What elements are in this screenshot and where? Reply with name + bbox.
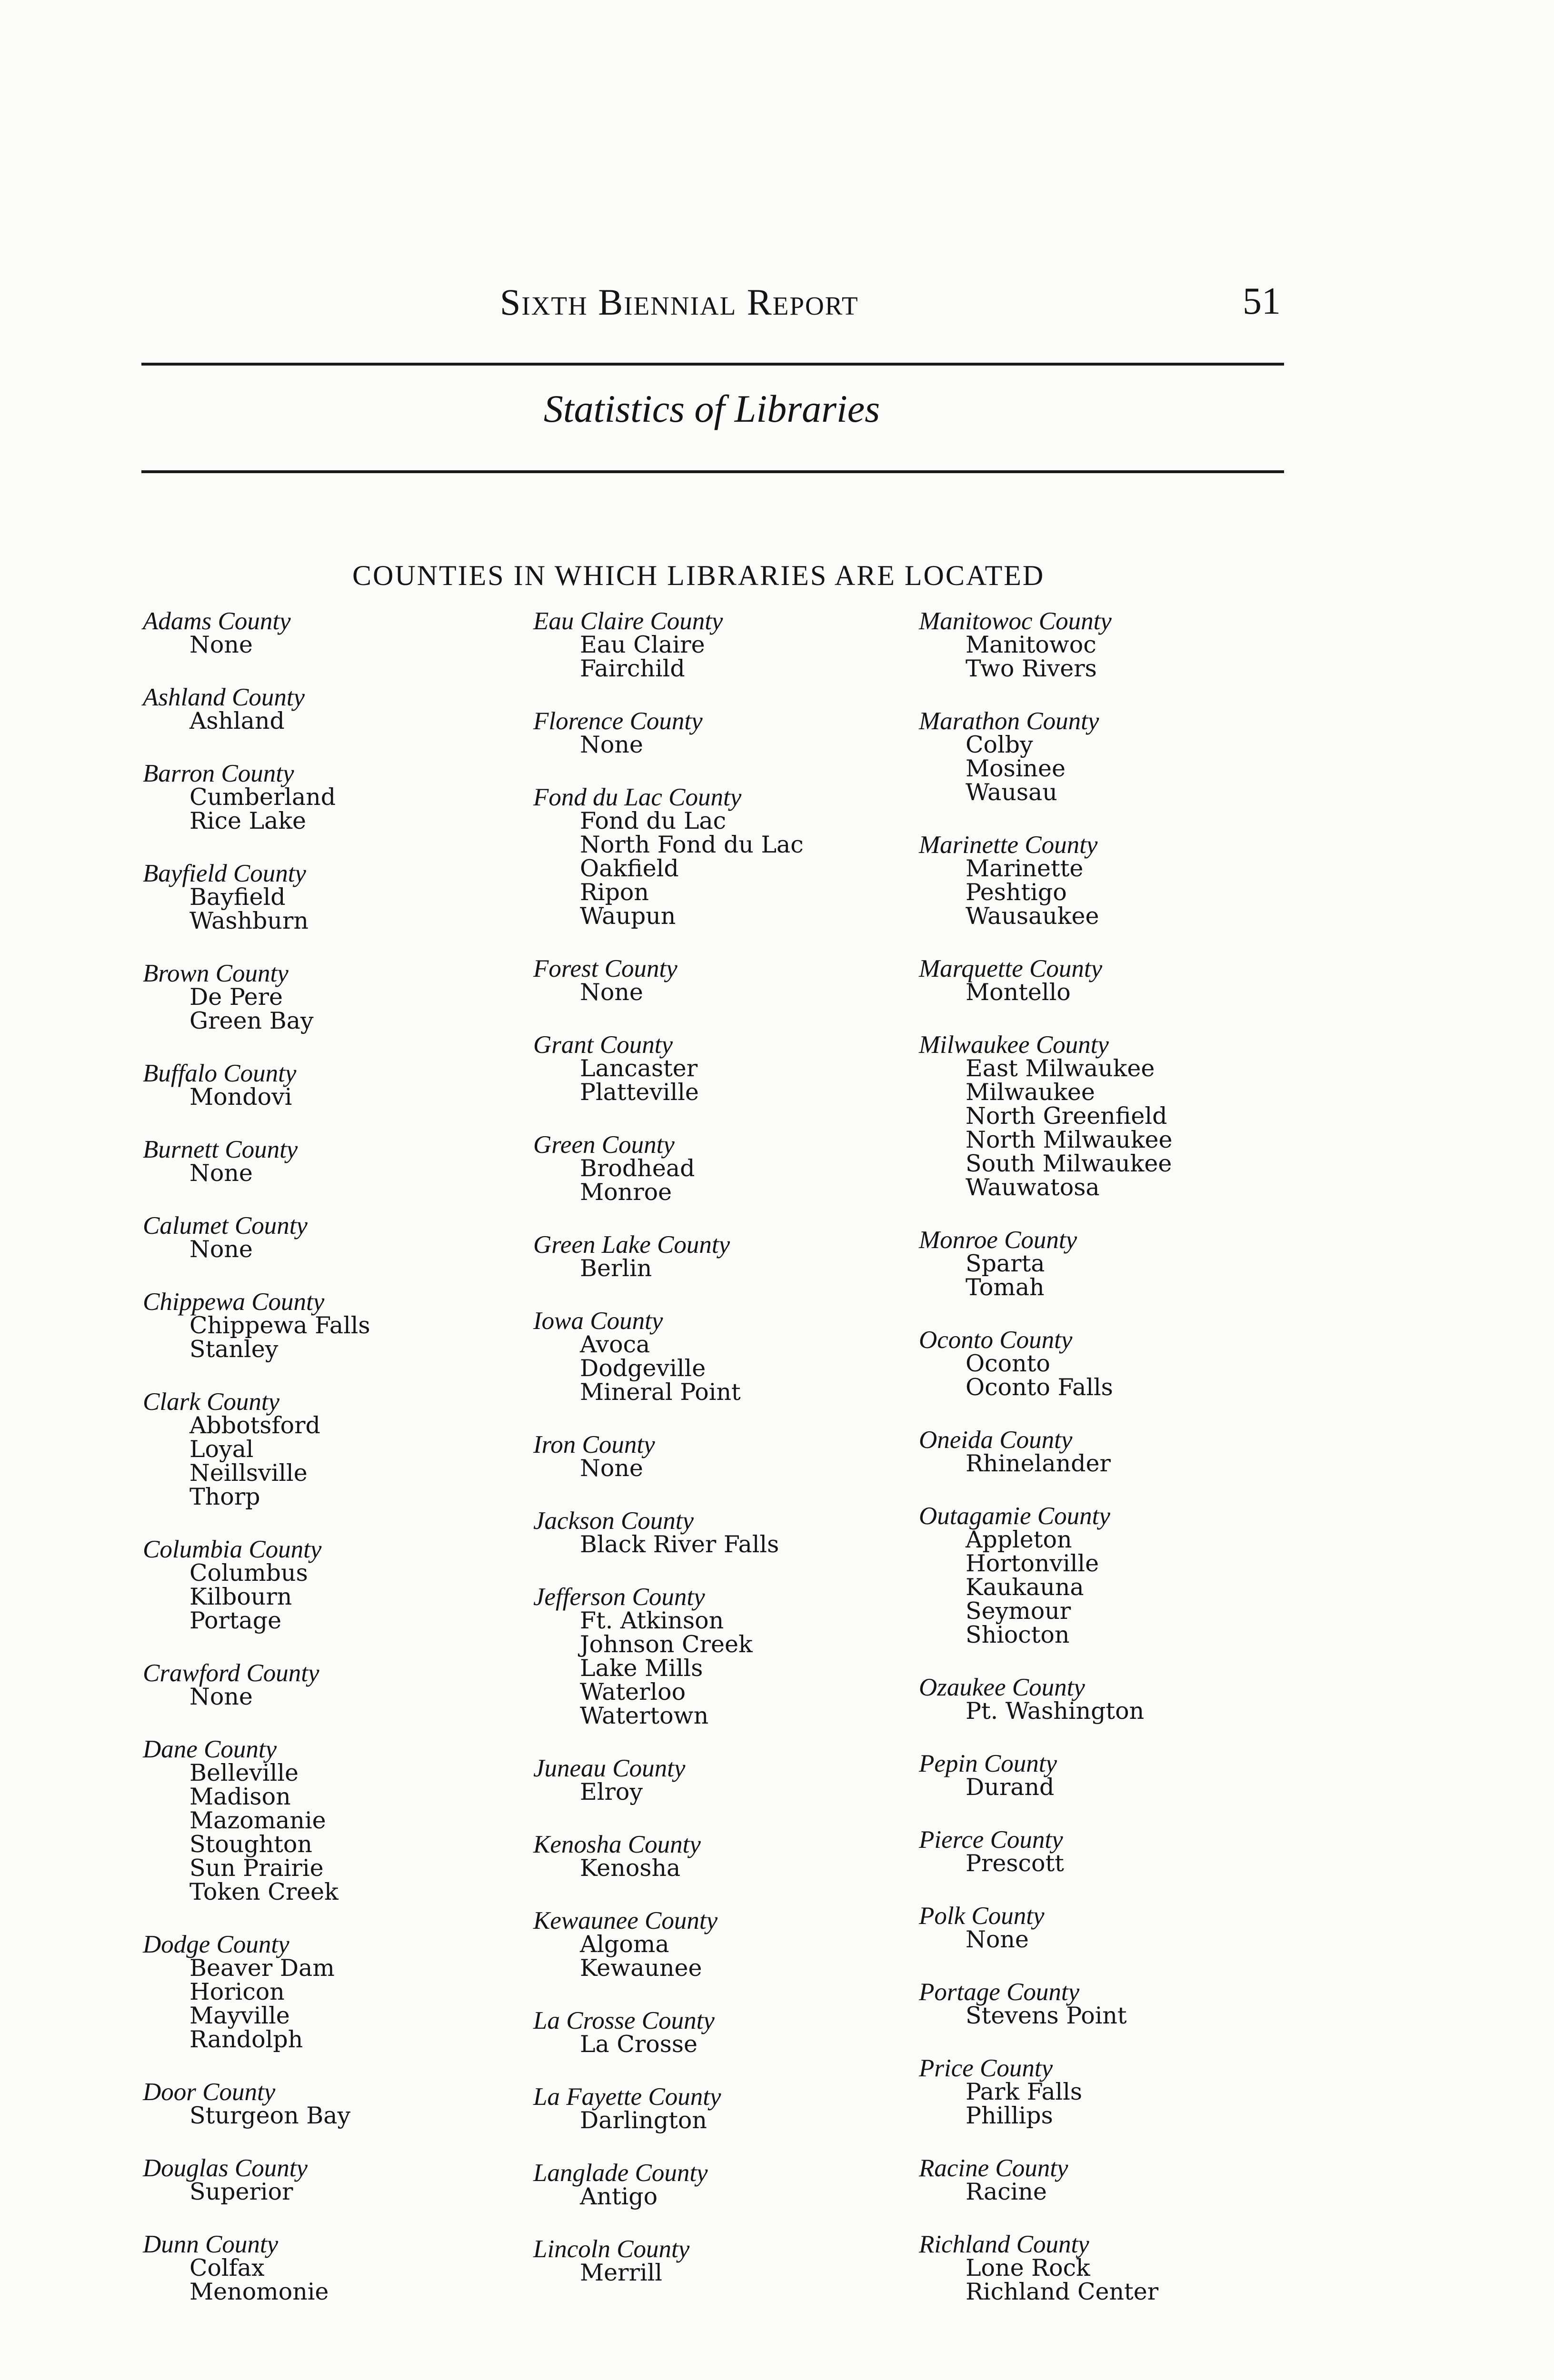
library-town: Chippewa Falls [189,1312,370,1339]
county-name: Green Lake County [533,1231,730,1259]
library-town: Token Creek [189,1878,339,1905]
library-town: None [189,1160,253,1187]
library-town-list [143,1761,571,1904]
county-entry [919,2156,1347,2204]
library-town: Racine [966,2178,1047,2205]
county-name: Oconto County [919,1326,1073,1354]
county-name: Marquette County [919,955,1103,982]
library-town: Durand [966,1774,1055,1801]
library-town: None [580,731,643,758]
library-town: Park Falls [966,2078,1083,2105]
library-town-list [919,2080,1347,2128]
county-entry [919,2232,1347,2304]
library-town: Peshtigo [966,879,1067,906]
county-entry [919,609,1347,681]
library-town: Black River Falls [580,1531,779,1558]
library-town: Columbus [189,1559,308,1587]
county-name: Juneau County [533,1755,686,1782]
county-entry [919,1328,1347,1399]
library-town-list [533,1856,962,1880]
library-town: Randolph [189,2026,303,2053]
library-town: Menomonie [189,2278,329,2305]
county-entry [533,2161,962,2209]
county-name: Kewaunee County [533,1907,718,1934]
library-town: Beaver Dam [189,1954,335,1982]
county-entry [143,685,571,733]
county-entry [533,1585,962,1728]
county-name: Bayfield County [143,860,306,887]
library-town: Thorp [189,1483,260,1510]
library-town: Elroy [580,1778,643,1805]
library-town: Stevens Point [966,2002,1127,2029]
library-town-list [143,885,571,933]
library-town: Waterloo [580,1678,686,1706]
county-name: Clark County [143,1388,280,1416]
library-town: Mosinee [966,755,1066,782]
county-name: Oneida County [919,1426,1073,1454]
library-town-list [919,1699,1347,1723]
section-title: Statistics of Libraries [543,387,880,430]
library-town: Kewaunee [580,1954,702,1982]
library-town: Avoca [580,1331,650,1358]
county-entry [919,1228,1347,1299]
library-town: Mazomanie [189,1807,326,1834]
library-town-list [143,2180,571,2204]
library-town: Waupun [580,902,676,930]
library-town-list [143,709,571,733]
library-town: Sparta [966,1250,1045,1277]
library-town-list [919,1452,1347,1476]
county-name: Marathon County [919,707,1099,735]
library-town-list [919,1528,1347,1647]
county-name: La Crosse County [533,2007,715,2034]
library-town-list [143,1085,571,1109]
library-town: Shiocton [966,1621,1070,1648]
county-entry [919,1980,1347,2028]
library-town: Rhinelander [966,1450,1111,1477]
county-name: Chippewa County [143,1288,325,1316]
county-name: Iowa County [533,1307,663,1335]
county-entry [143,862,571,933]
county-name: Barron County [143,760,294,787]
county-entry [143,2080,571,2128]
library-town: Sun Prairie [189,1854,324,1882]
library-town: Ft. Atkinson [580,1607,724,1634]
library-town: Portage [189,1607,282,1634]
county-entry [143,762,571,833]
library-town: Algoma [580,1931,669,1958]
county-name: Marinette County [919,831,1098,859]
library-town-list [533,2033,962,2056]
library-town-list [143,1238,571,1261]
library-town-list [143,1314,571,1361]
library-town-list [143,2104,571,2128]
library-town-list [919,1775,1347,1799]
library-town: Green Bay [189,1007,314,1034]
library-town: Mayville [189,2002,290,2029]
library-town-list [143,785,571,833]
county-name: La Fayette County [533,2083,721,2111]
county-name: Douglas County [143,2154,308,2182]
county-name: Grant County [533,1031,673,1059]
county-column-2 [533,609,962,2313]
library-town-list [143,1956,571,2052]
library-town-list [533,1780,962,1804]
county-name: Florence County [533,707,703,735]
library-town: Montello [966,979,1071,1006]
library-town-list [533,1157,962,1204]
library-town-list [533,981,962,1004]
county-name: Langlade County [533,2159,708,2187]
library-town: Stanley [189,1336,279,1363]
county-entry [533,1133,962,1204]
library-town: Neillsville [189,1459,308,1487]
library-town: Wausaukee [966,902,1099,930]
county-name: Burnett County [143,1136,298,1163]
library-town: Brodhead [580,1155,695,1182]
library-town-list [143,1414,571,1509]
library-town: Ashland [189,707,285,734]
library-town-list [919,1352,1347,1399]
county-name: Pierce County [919,1826,1063,1854]
county-name: Crawford County [143,1659,319,1687]
county-entry [533,1833,962,1880]
library-town-list [919,1928,1347,1952]
top-rule [141,363,1284,366]
county-name: Brown County [143,960,289,987]
county-name: Dodge County [143,1931,289,1958]
county-name: Milwaukee County [919,1031,1109,1059]
county-name: Price County [919,2054,1053,2082]
library-town-list [533,1333,962,1404]
county-entry [919,1033,1347,1200]
library-town: Eau Claire [580,631,705,658]
county-entry [533,1509,962,1557]
library-town: Superior [189,2178,293,2205]
county-name: Dane County [143,1735,277,1763]
library-town: Seymour [966,1597,1071,1625]
library-town: Darlington [580,2107,707,2134]
county-entry [143,962,571,1033]
library-town: Monroe [580,1179,672,1206]
county-entry [919,957,1347,1004]
library-town: Johnson Creek [580,1631,753,1658]
county-entry [143,1290,571,1361]
library-town: None [580,979,643,1006]
library-town-list [919,733,1347,804]
library-town-list [919,1057,1347,1200]
county-name: Kenosha County [533,1831,701,1858]
county-entry [143,1390,571,1509]
library-town: Phillips [966,2102,1053,2129]
library-town: Hortonville [966,1550,1099,1577]
library-town: Fairchild [580,655,685,682]
library-town-list [919,857,1347,928]
county-name: Outagamie County [919,1502,1110,1530]
library-town: Abbotsford [189,1412,320,1439]
library-town-list [533,733,962,757]
county-entry [533,1756,962,1804]
library-town: None [189,1683,253,1710]
library-town-list [143,1561,571,1633]
library-town: Two Rivers [966,655,1097,682]
library-town: Ripon [580,879,649,906]
county-entry [919,1676,1347,1723]
library-town-list [143,1685,571,1709]
library-town-list [143,2256,571,2304]
county-column-1 [143,609,571,2332]
county-name: Fond du Lac County [533,783,742,811]
county-name: Forest County [533,955,677,982]
library-town: Watertown [580,1702,709,1729]
library-town-list [919,1252,1347,1299]
library-town-list [533,1609,962,1728]
county-entry [533,2237,962,2285]
county-entry [919,1752,1347,1799]
library-town: De Pere [189,983,283,1011]
library-town: Manitowoc [966,631,1096,658]
county-name: Iron County [533,1431,655,1458]
county-entry [533,1033,962,1104]
library-town: Wausau [966,779,1057,806]
library-town-list [143,1161,571,1185]
library-town: Marinette [966,855,1084,882]
county-entry [533,1909,962,1980]
library-town: Colfax [189,2254,265,2281]
library-town-list [533,1257,962,1280]
county-entry [533,1309,962,1404]
library-town-list [919,2256,1347,2304]
library-town: Lone Rock [966,2254,1090,2281]
county-entry [143,1061,571,1109]
library-town: North Greenfield [966,1102,1167,1130]
county-name: Polk County [919,1902,1045,1930]
county-name: Monroe County [919,1226,1077,1254]
library-town-list [533,1457,962,1480]
county-entry [143,1933,571,2052]
library-town: Oakfield [580,855,679,882]
library-town-list [143,633,571,657]
library-town: None [189,631,253,658]
county-entry [533,709,962,757]
county-entry [533,1233,962,1280]
library-town: Rice Lake [189,807,307,834]
library-town: Kilbourn [189,1583,292,1610]
county-entry [143,2156,571,2204]
library-town-list [533,1533,962,1557]
library-town-list [919,1852,1347,1875]
library-town: Berlin [580,1255,652,1282]
library-town: Richland Center [966,2278,1159,2305]
library-town: Mondovi [189,1083,292,1111]
bottom-rule [141,470,1284,473]
library-town: Washburn [189,907,309,934]
library-town-list [919,633,1347,681]
library-town: Antigo [580,2183,658,2210]
county-name: Jackson County [533,1507,694,1535]
county-name: Buffalo County [143,1060,297,1087]
county-column-3 [919,609,1347,2332]
library-town: Belleville [189,1759,299,1786]
library-town: None [580,1455,643,1482]
library-town-list [533,1057,962,1104]
library-town: Prescott [966,1850,1064,1877]
library-town-list [143,985,571,1033]
county-entry [533,785,962,928]
library-town-list [533,633,962,681]
county-entry [919,1428,1347,1476]
county-entry [533,1433,962,1480]
library-town: Horicon [189,1978,285,2005]
county-entry [533,2085,962,2132]
library-town: South Milwaukee [966,1150,1172,1177]
library-town: Sturgeon Bay [189,2102,351,2129]
county-name: Richland County [919,2231,1089,2258]
library-town-list [533,2261,962,2285]
table-heading: COUNTIES IN WHICH LIBRARIES ARE LOCATED [352,560,1045,591]
library-town: Wauwatosa [966,1174,1100,1201]
county-name: Racine County [919,2154,1068,2182]
library-town: Appleton [966,1526,1072,1553]
library-town: Oconto [966,1350,1050,1377]
county-entry [919,1828,1347,1875]
library-town: North Milwaukee [966,1126,1173,1153]
running-head: Sixth Biennial Report [500,281,859,323]
library-town: La Crosse [580,2031,698,2058]
county-entry [919,709,1347,804]
county-entry [143,1737,571,1904]
library-town: Tomah [966,1274,1045,1301]
library-town-list [919,2004,1347,2028]
library-town: East Milwaukee [966,1055,1155,1082]
library-town: Colby [966,731,1033,758]
library-town: Oconto Falls [966,1374,1113,1401]
county-name: Columbia County [143,1536,322,1563]
county-entry [143,1537,571,1633]
county-name: Portage County [919,1978,1080,2006]
county-entry [919,1904,1347,1952]
library-town: North Fond du Lac [580,831,804,858]
county-entry [143,1138,571,1185]
library-town: Dodgeville [580,1355,706,1382]
county-entry [919,1504,1347,1647]
library-town: Bayfield [189,883,286,911]
library-town: Merrill [580,2259,663,2286]
library-town: Lancaster [580,1055,698,1082]
library-town: Mineral Point [580,1378,741,1406]
county-name: Lincoln County [533,2235,690,2263]
library-town: Cumberland [189,783,336,811]
county-name: Pepin County [919,1750,1057,1777]
library-town: None [189,1236,253,1263]
county-entry [919,2056,1347,2128]
library-town: Stoughton [189,1831,312,1858]
county-entry [143,609,571,657]
county-entry [533,957,962,1004]
library-town: Platteville [580,1079,699,1106]
county-entry [919,833,1347,928]
library-town: Madison [189,1783,291,1810]
county-name: Dunn County [143,2231,279,2258]
county-name: Eau Claire County [533,607,723,635]
county-name: Ashland County [143,684,305,711]
county-entry [533,609,962,681]
page-number: 51 [1243,280,1281,322]
library-town-list [919,981,1347,1004]
library-town: Milwaukee [966,1079,1095,1106]
county-name: Adams County [143,607,291,635]
library-town-list [533,809,962,928]
library-town: Kaukauna [966,1574,1084,1601]
library-town: Kenosha [580,1854,681,1882]
library-town: Lake Mills [580,1655,703,1682]
county-name: Door County [143,2078,276,2106]
library-town: None [966,1926,1029,1953]
county-entry [143,1214,571,1261]
county-name: Jefferson County [533,1583,705,1611]
county-name: Green County [533,1131,675,1159]
library-town: Pt. Washington [966,1697,1145,1725]
library-town-list [533,1933,962,1980]
library-town: Fond du Lac [580,807,727,834]
library-town-list [533,2109,962,2132]
library-town-list [533,2185,962,2209]
county-entry [143,2232,571,2304]
library-town-list [919,2180,1347,2204]
county-name: Ozaukee County [919,1674,1085,1701]
county-name: Calumet County [143,1212,308,1240]
library-town: Loyal [189,1436,254,1463]
county-entry [533,2009,962,2056]
county-entry [143,1661,571,1709]
county-name: Manitowoc County [919,607,1112,635]
